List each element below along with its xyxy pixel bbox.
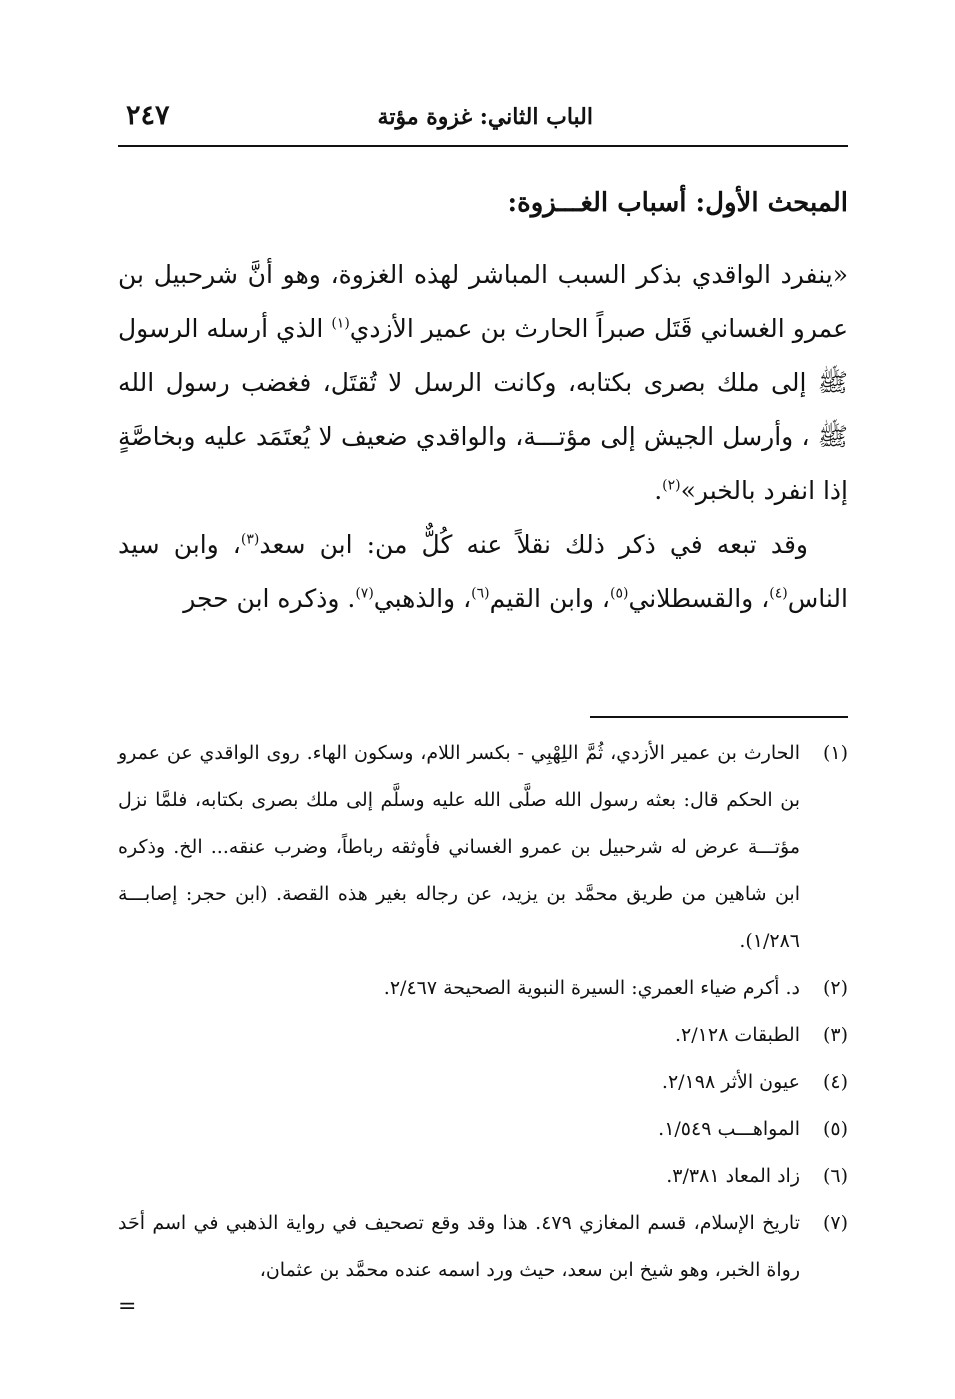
paragraph-2-text: . وذكره ابن حجر [183,584,356,613]
footnote-ref-1[interactable]: (١) [331,315,350,332]
paragraph-1-text: الذي أرسله الرسول ﷺ إلى ملك بصرى بكتابه، وكانت الرسل لا تُقتَل، فغضب رسول الله ﷺ ، وأرسل الجيش إلى مؤتـــة، والواقدي ضعيف لا يُعتَمَد عليه وبخاصَّةٍ إذا انفرد بالخبر» [118,314,848,505]
footnote-number: (٢) [822,977,848,999]
paragraph-2-text: ، وابن سيد الناس [118,530,848,613]
footnote-ref-4[interactable]: (٤) [769,585,788,602]
footnote-6 [118,1153,848,1200]
paragraph-2 [118,518,848,626]
footnote-1 [118,730,848,965]
paragraph-1-text: . [654,476,663,505]
page-number: ٢٤٧ [126,100,170,131]
paragraph-2-text: ، والذهبي [373,584,472,613]
footnote-ref-7[interactable]: (٧) [355,585,374,602]
footnote-ref-3[interactable]: (٣) [240,531,260,548]
footnote-text: زاد المعاد ٣/٣٨١. [666,1165,800,1187]
paragraph-2-text: وقد تبعه في ذكر ذلك نقلاً عنه كُلٌّ من: ابن سعد [259,530,808,559]
footnote-text: عيون الأثر ٢/١٩٨. [661,1071,800,1093]
footnote-number: (٦) [822,1165,848,1187]
footnote-text: د. أكرم ضياء العمري: السيرة النبوية الصحيحة ٢/٤٦٧. [383,977,800,999]
running-title: الباب الثاني: غزوة مؤتة [377,104,593,130]
section-heading: المبحث الأول: أسباب الغـــزوة: [507,188,848,218]
footnote-text: الحارث بن عمير الأزدي، ثُمَّ اللِهْبِي - بكسر اللام، وسكون الهاء. روى الواقدي عن عمرو بن الحكم قال: بعثه رسول الله صلَّى الله عليه وسلَّم إلى ملك بصرى بكتابه، فلمَّا نزل مؤتـــة عرض له شرحبيل بن عمرو الغساني فأوثقه رباطاً، وضرب عنقه... الخ. وذكره ابن شاهين من طريق محمَّد بن يزيد، عن رجاله بغير هذه القصة. (ابن حجر: إصابـــة ١/٢٨٦). [118,742,800,952]
footnote-number: (٤) [822,1071,848,1093]
footnote-rule [590,716,848,718]
footnote-number: (٧) [822,1212,848,1234]
footnotes [118,730,848,1294]
footnote-ref-2[interactable]: (٢) [662,477,681,494]
footnote-2 [118,965,848,1012]
footnote-number: (٥) [822,1118,848,1140]
paragraph-1-text: «ينفرد الواقدي بذكر السبب المباشر لهذه الغزوة، وهو أنَّ شرحبيل بن عمرو الغساني قَتَل صبراً الحارث بن عمير الأزدي [118,260,848,343]
paragraph-2-text: ، وابن القيم [489,584,610,613]
paragraph-2-text: ، والقسطلاني [628,584,770,613]
page-header [118,92,848,138]
footnote-4 [118,1059,848,1106]
continuation-mark: = [118,1294,137,1319]
footnote-ref-6[interactable]: (٦) [471,585,490,602]
footnote-number: (٣) [822,1024,848,1046]
footnote-text: تاريخ الإسلام، قسم المغازي ٤٧٩. هذا وقد وقع تصحيف في رواية الذهبي في اسم أحَد رواة الخبر، وهو شيخ ابن سعد، حيث ورد اسمه عنده محمَّد بن عثمان، [118,1212,800,1281]
header-rule [118,145,848,147]
paragraph-1 [118,248,848,518]
footnote-3 [118,1012,848,1059]
main-text [118,170,848,626]
footnote-ref-5[interactable]: (٥) [609,585,629,602]
footnote-number: (١) [822,742,848,764]
footnote-7 [118,1200,848,1294]
footnote-text: الطبقات ٢/١٢٨. [675,1024,800,1046]
footnote-text: المواهـــب ١/٥٤٩. [658,1118,800,1140]
footnote-5 [118,1106,848,1153]
